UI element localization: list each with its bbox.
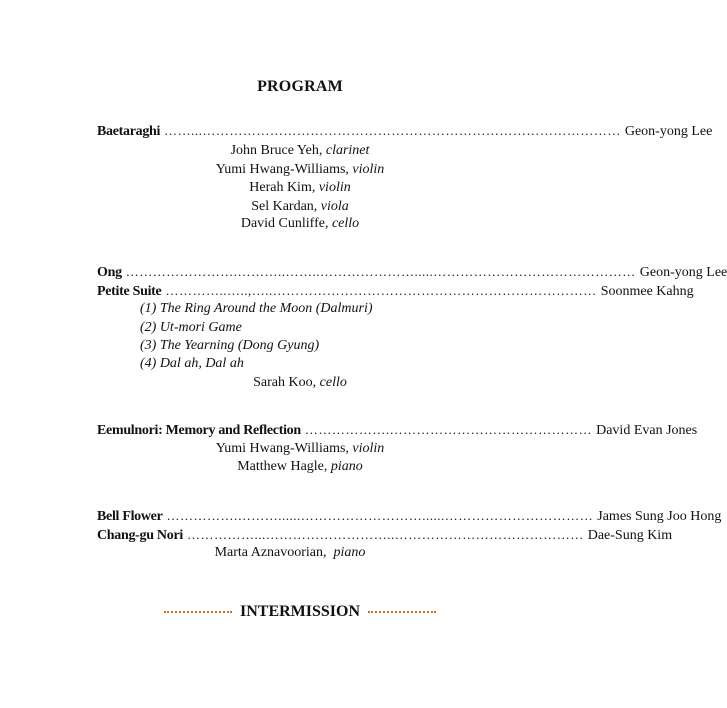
movement: (1) The Ring Around the Moon (Dalmuri) xyxy=(140,301,373,316)
piece-chang-gu-nori xyxy=(97,525,673,545)
composer: Soonmee Kahng xyxy=(600,284,694,299)
composer: James Sung Joo Hong xyxy=(597,509,722,524)
performer-line: Matthew Hagle, piano xyxy=(237,459,363,474)
ornament-line-left xyxy=(164,611,232,613)
performer-line: Yumi Hwang-Williams, violin xyxy=(215,162,385,177)
intermission-label: INTERMISSION xyxy=(239,603,361,620)
composer: Geon-yong Lee xyxy=(639,265,727,280)
dot-leader: ……………...………………………..…………………………………… xyxy=(186,527,584,542)
piece-eemulnori xyxy=(97,420,698,440)
ornament-line-right xyxy=(368,611,436,613)
performer-line: Sel Kardan, viola xyxy=(251,199,349,214)
piece-petite-suite xyxy=(97,281,694,301)
piece-ong xyxy=(97,262,727,282)
work-title: Bell Flower xyxy=(97,509,163,524)
composer: Dae-Sung Kim xyxy=(587,528,673,543)
work-title: Petite Suite xyxy=(97,284,162,299)
work-title: Ong xyxy=(97,265,122,280)
performer-line: Sarah Koo, cello xyxy=(253,375,347,390)
movement: (2) Ut-mori Game xyxy=(140,320,242,335)
work-title: Chang-gu Nori xyxy=(97,528,183,543)
dot-leader: …………………….………..……..………………….....……………………………………… xyxy=(125,264,636,279)
piece-baetaraghi xyxy=(97,121,713,141)
work-title: Eemulnori: Memory and Reflection xyxy=(97,423,301,438)
dot-leader: ……...………………………………………………………………………………… xyxy=(164,123,621,138)
movement: (4) Dal ah, Dal ah xyxy=(140,356,244,371)
composer: Geon-yong Lee xyxy=(624,124,713,139)
performer-line: Yumi Hwang-Williams, violin xyxy=(215,441,385,456)
dot-leader: …………..…..,…..……………………………………………………………… xyxy=(165,283,597,298)
intermission-banner xyxy=(0,603,600,621)
dot-leader: …………….………......………………………......…………………………… xyxy=(166,508,594,523)
performer-line: Herah Kim, violin xyxy=(249,180,351,195)
movement: (3) The Yearning (Dong Gyung) xyxy=(140,338,320,353)
work-title: Baetaraghi xyxy=(97,124,161,139)
performer-line: David Cunliffe, cello xyxy=(240,216,360,231)
composer: David Evan Jones xyxy=(596,423,698,438)
program-title: PROGRAM xyxy=(257,78,343,95)
performer-line: Marta Aznavoorian, piano xyxy=(214,545,366,560)
performer-line: John Bruce Yeh, clarinet xyxy=(230,143,370,158)
dot-leader: ……………….……………………………………… xyxy=(304,422,593,437)
piece-bell-flower xyxy=(97,506,722,526)
